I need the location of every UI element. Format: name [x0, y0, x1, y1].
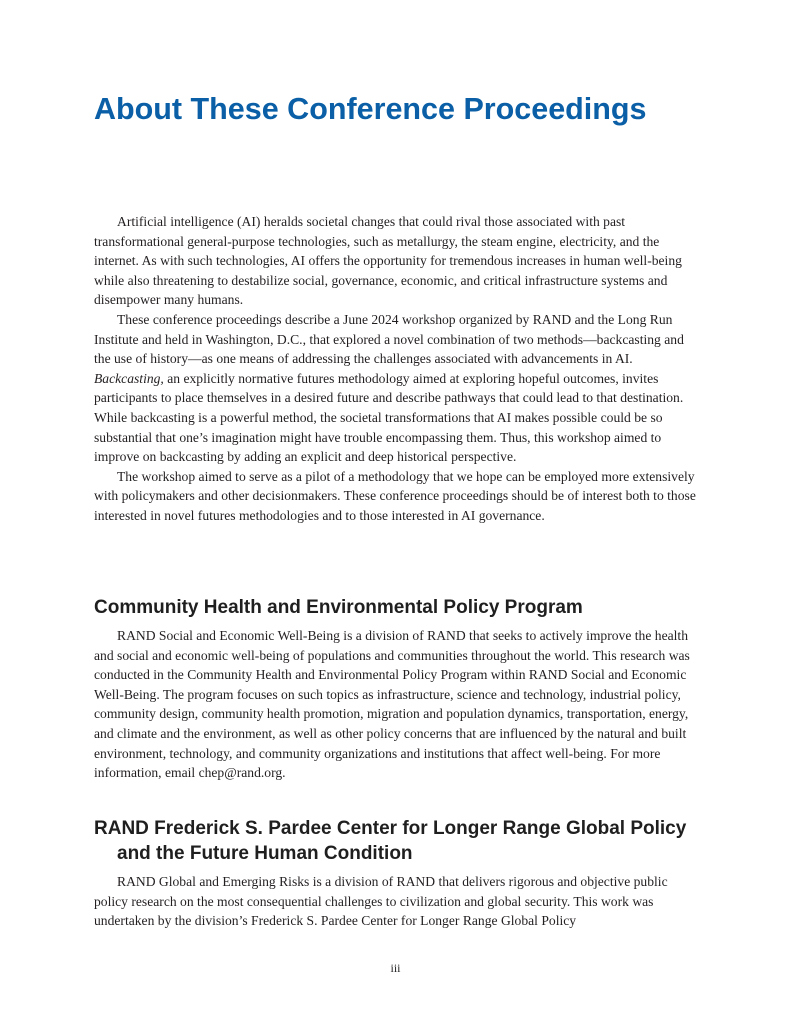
section-heading-community-health: Community Health and Environmental Policy Program	[94, 597, 583, 618]
page-title: About These Conference Proceedings	[94, 92, 647, 126]
backcasting-term: Backcasting,	[94, 370, 164, 386]
intro-paragraph-2-rest: an explicitly normative futures methodology aimed at exploring hopeful outcomes, invites participants to place themselves in a desired future and describe pathways that could lead to that destination. While backcasting is a powerful method, the societal transformations that AI makes possible could be so substantial that one’s imagination might have trouble encompassing them. Thus, this workshop aimed to improve on backcasting by adding an explicit and deep historical perspective.	[94, 370, 684, 465]
intro-paragraph-2	[94, 310, 700, 467]
section-pardee-center	[94, 816, 700, 931]
intro-paragraph-1: Artificial intelligence (AI) heralds societal changes that could rival those associated with past transformational general-purpose technologies, such as metallurgy, the steam engine, electricity, and the internet. As with such technologies, AI offers the opportunity for tremendous increases in human well-being while also threatening to destabilize social, governance, economic, and critical infrastructure systems and disempower many humans.	[94, 214, 682, 308]
section-pardee-center-paragraph: RAND Global and Emerging Risks is a division of RAND that delivers rigorous and objective public policy research on the most consequential challenges to civilization and global security. This work was undertaken by the division’s Frederick S. Pardee Center for Longer Range Global Policy	[94, 874, 668, 929]
intro-paragraph-3: The workshop aimed to serve as a pilot of a methodology that we hope can be employed more extensively with policymakers and other decisionmakers. These conference proceedings should be of interest both to those interested in novel futures methodologies and to those interested in AI governance.	[94, 468, 696, 523]
section-community-health	[94, 595, 700, 783]
intro-paragraph-2-lead: These conference proceedings describe a June 2024 workshop organized by RAND and the Long Run Institute and held in Washington, D.C., that explored a novel combination of two methods—backcasting and the use of history—as one means of addressing the challenges associated with advancements in AI.	[94, 311, 684, 367]
section-community-health-paragraph: RAND Social and Economic Well-Being is a division of RAND that seeks to actively improve the health and social and economic well-being of populations and communities throughout the world. This research was conducted in the Community Health and Environmental Policy Program within RAND Social and Economic Well-Being. The program focuses on such topics as infrastructure, science and technology, industrial policy, community design, community health promotion, migration and population dynamics, transportation, energy, and climate and the environment, as well as other policy concerns that are influenced by the natural and built environment, technology, and community organizations and institutions that affect well-being. For more information, email chep@rand.org.	[94, 628, 690, 781]
intro-section	[94, 212, 700, 526]
section-heading-pardee-center: RAND Frederick S. Pardee Center for Longer Range Global Policy and the Future Human Condition	[94, 818, 687, 864]
page-number: iii	[390, 961, 401, 975]
